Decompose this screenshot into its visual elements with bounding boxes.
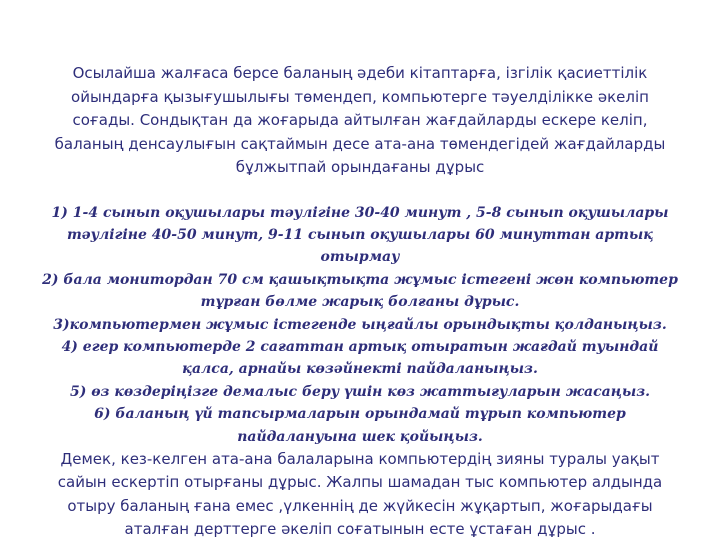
rule-item: 3)компьютермен жұмыс істегенде ыңғайлы орындықты қолданыңыз. <box>53 316 667 333</box>
paragraph-spacer <box>40 180 680 202</box>
rule-item: 4) егер компьютерде 2 сағаттан артық отыратын жағдай туындай қалса, арнайы көзәйнекті пайдаланыңыз. <box>61 338 659 378</box>
rule-item: 5) өз көздеріңізге демалыс беру үшін көз жаттығуларын жасаңыз. <box>69 383 651 400</box>
rule-item: 6) баланың үй тапсырмаларын орындамай тұрып компьютер пайдалануына шек қойыңыз. <box>94 406 626 445</box>
intro-paragraph: Осылайша жалғаса берсе баланың әдеби кітаптарға, ізгілік қасиеттілік ойындарға қызығушылығы төмендеп, компьютерге тәуелділікке әкеліп соғады. Сондықтан да жоғарыда айтылған жағдайларды ескере келіп, баланың денсаулығын сақтаймын десе ата-ана төмендегідей жағдайларды бұлжытпай орындағаны дұрыс <box>54 64 666 176</box>
rule-item: 1) 1-4 сынып оқушылары тәулігіне 30-40 минут , 5-8 сынып оқушылары тәулігіне 40-50 минут, 9-11 сынып оқушылары 60 минуттан артық отырмау <box>51 204 669 266</box>
text-body <box>40 62 680 540</box>
rules-list <box>40 202 680 448</box>
outro-paragraph: Демек, кез-келген ата-ана балаларына компьютердің зияны туралы уақыт сайын ескертіп отырғаны дұрыс. Жалпы шамадан тыс компьютер алдында отыру баланың ғана емес ,үлкеннің де жүйкесін жұқартып, жоғарыдағы аталған дерттерге әкеліп соғатынын есте ұстаған дұрыс . <box>57 449 663 539</box>
rule-item: 2) бала монитордан 70 см қашықтықта жұмыс істегені жөн компьютер тұрған бөлме жарық болғаны дұрыс. <box>42 271 678 311</box>
